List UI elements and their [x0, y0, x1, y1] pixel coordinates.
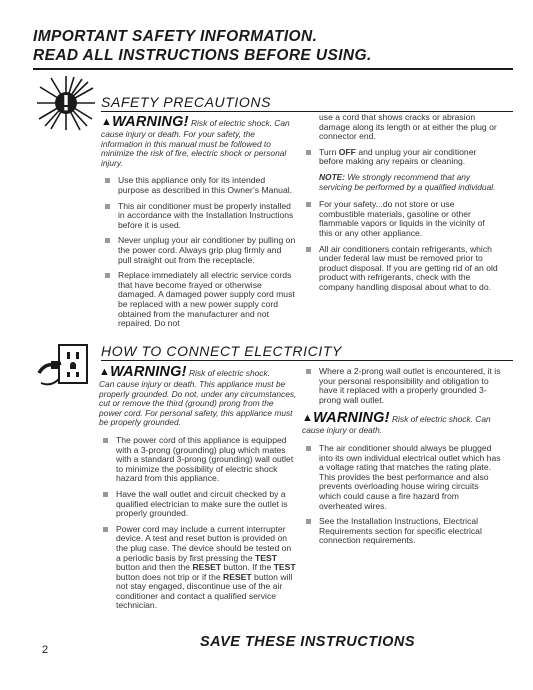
list-item: This air conditioner must be properly installed in accordance with the Installation Instructions before it is used.	[101, 202, 297, 231]
safety-section-title: SAFETY PRECAUTIONS	[101, 94, 272, 110]
electric-right-column	[302, 367, 502, 552]
list-item-continuation: use a cord that shows cracks or abrasion damage along its length or at either the plug or connector end.	[319, 112, 497, 142]
warning-burst-icon	[36, 75, 96, 131]
safety-left-column	[101, 115, 297, 335]
page-number: 2	[42, 644, 49, 656]
electric-left-column	[99, 365, 297, 617]
list-item: For your safety...do not store or use combustible materials, gasoline or other flammable vapors or liquids in the vicinity of this or any other appliance.	[302, 200, 500, 238]
page-header	[33, 27, 513, 65]
warning-triangle-icon: ▲	[302, 412, 314, 425]
safety-warning-heading: ▲WARNING!	[101, 114, 189, 130]
safety-warning-subtitle: Risk of electric shock. Can	[191, 118, 290, 128]
safety-right-column	[302, 113, 500, 299]
electrical-outlet-icon	[37, 343, 89, 389]
electric-warning-subtitle: Risk of electric shock.	[189, 368, 270, 378]
safety-warning-text: cause injury or death. For your safety, the information in this manual must be followed to minimize the risk of fire, electric shock or personal injury.	[101, 129, 287, 168]
list-item: Where a 2-prong wall outlet is encountered, it is your personal responsibility and obligation to have it replaced with a properly grounded 3-prong wall outlet.	[302, 367, 502, 405]
electric-warning-text: Can cause injury or death. This appliance must be properly grounded. Do not, under any circumstances, cut or remove the third (ground) prong from the power cord. For personal safety, this appliance must be properly grounded.	[99, 379, 297, 428]
header-line-1: IMPORTANT SAFETY INFORMATION.	[33, 28, 318, 45]
list-item: Use this appliance only for its intended purpose as described in this Owner’s Manual.	[101, 176, 297, 195]
list-item: Turn OFF and unplug your air conditioner before making any repairs or cleaning.	[302, 148, 500, 167]
list-item: Power cord may include a current interrupter device. A test and reset button is provided on the plug case. The device should be tested on a periodic basis by first pressing the TEST button and then the RESET button. If the TEST button does not trip or if the RESET button will not stay engaged, discontinue use of the air conditioner and contact a qualified service technician.	[99, 525, 297, 611]
electric-warning2-subtitle: Risk of electric shock. Can	[392, 414, 491, 425]
save-instructions-footer: SAVE THESE INSTRUCTIONS	[200, 634, 416, 650]
electric-warning2-block	[302, 411, 502, 436]
list-item: See the Installation Instructions, Electrical Requirements section for specific electrical connection requirements.	[302, 517, 502, 546]
list-item: Replace immediately all electric service cords that have become frayed or otherwise damaged. A damaged power supply cord must be replaced with a new power supply cord obtained from the manufacturer and not repaired. Do not	[101, 271, 297, 329]
electric-section-title: HOW TO CONNECT ELECTRICITY	[101, 343, 342, 359]
list-item: The power cord of this appliance is equipped with a 3-prong (grounding) plug which mates with a standard 3-prong (grounding) wall outlet to minimize the possibility of electric shock hazard from this appliance.	[99, 436, 297, 484]
electric-title-rule	[101, 360, 513, 361]
list-item: Have the wall outlet and circuit checked by a qualified electrician to make sure the outlet is properly grounded.	[99, 490, 297, 519]
warning-triangle-icon: ▲	[101, 116, 113, 128]
header-line-2: READ ALL INSTRUCTIONS BEFORE USING.	[33, 47, 372, 64]
electric-warning2-heading: ▲WARNING!	[302, 410, 390, 427]
list-item: All air conditioners contain refrigerants, which under federal law must be removed prior to product disposal. If you are getting rid of an old product with refrigerants, check with the company handling disposal about what to do.	[302, 245, 500, 293]
safety-warning-block	[101, 115, 297, 168]
safety-note: NOTE: We strongly recommend that any servicing be performed by a qualified individual.	[319, 171, 496, 192]
electric-warning-heading: ▲WARNING!	[99, 364, 187, 380]
electric-warning2-text: cause injury or death.	[302, 425, 383, 436]
header-divider	[33, 68, 513, 70]
list-item: The air conditioner should always be plugged into its own individual electrical outlet which has a voltage rating that matches the rating plate. This provides the best performance and also prevents overloading house wiring circuits which could cause a fire hazard from overheated wires.	[302, 444, 502, 511]
list-item: Never unplug your air conditioner by pulling on the power cord. Always grip plug firmly and pull straight out from the receptacle.	[101, 236, 297, 265]
warning-triangle-icon: ▲	[99, 366, 111, 378]
electric-warning-block	[99, 365, 297, 428]
